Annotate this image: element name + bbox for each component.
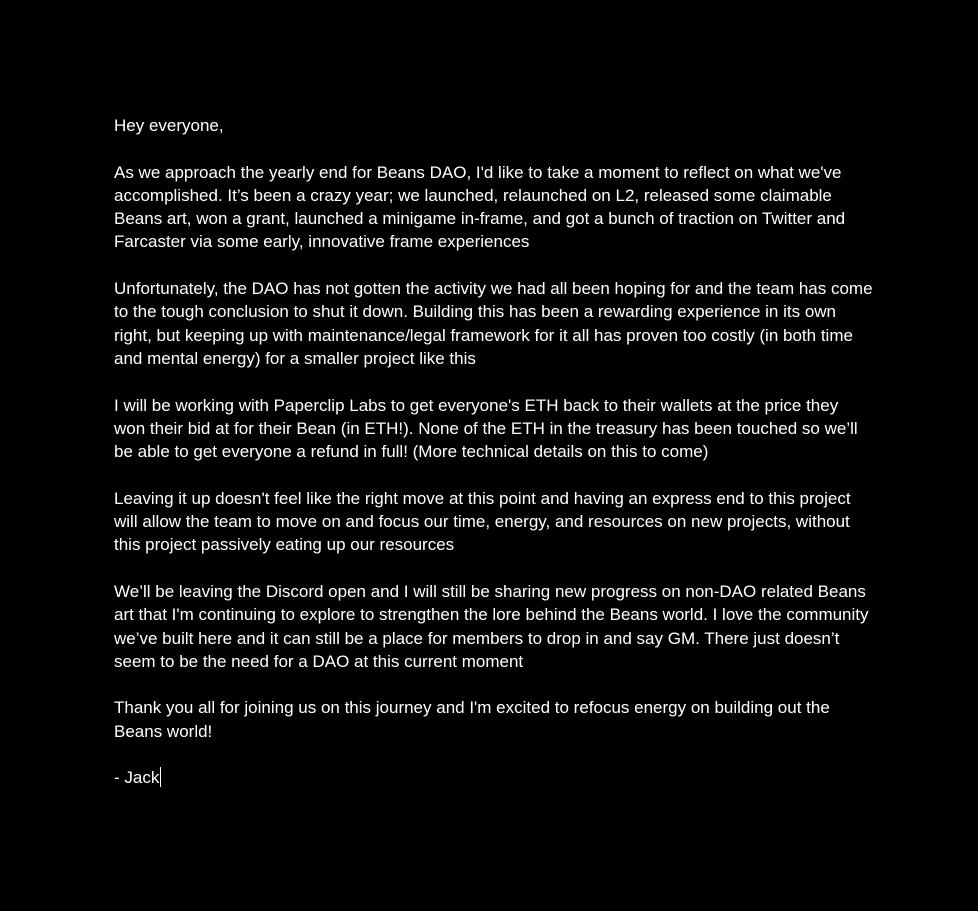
signature-line bbox=[114, 766, 874, 789]
letter-text-area[interactable] bbox=[114, 114, 874, 813]
paragraph-reasoning: Leaving it up doesn't feel like the right move at this point and having an express end to this project will allow the team to move on and focus our time, energy, and resources on new projects, without this project passively eating up our resources bbox=[114, 488, 851, 555]
greeting: Hey everyone, bbox=[114, 116, 224, 135]
paragraph-refund: I will be working with Paperclip Labs to get everyone's ETH back to their wallets at the price they won their bid at for their Bean (in ETH!). None of the ETH in the treasury has been touched so we’ll be able to get everyone a refund in full! (More technical details on this to come) bbox=[114, 395, 858, 462]
paragraph-shutdown: Unfortunately, the DAO has not gotten the activity we had all been hoping for and the team has come to the tough conclusion to shut it down. Building this has been a rewarding experience in its own right, but keeping up with maintenance/legal framework for it all has proven too costly (in both time and mental energy) for a smaller project like this bbox=[114, 279, 873, 368]
signature: - Jack bbox=[114, 768, 160, 788]
paragraph-discord: We’ll be leaving the Discord open and I will still be sharing new progress on non-DAO related Beans art that I'm continuing to explore to strengthen the lore behind the Beans world. I love the community we’ve built here and it can still be a place for members to drop in and say GM. There just doesn’t seem to be the need for a DAO at this current moment bbox=[114, 581, 869, 671]
text-cursor bbox=[160, 767, 161, 787]
paragraph-thanks: Thank you all for joining us on this journey and I'm excited to refocus energy on building out the Beans world! bbox=[114, 698, 830, 741]
paragraph-recap: As we approach the yearly end for Beans DAO, I'd like to take a moment to reflect on what we've accomplished. It’s been a crazy year; we launched, relaunched on L2, released some claimable Beans art, won a grant, launched a minigame in-frame, and got a bunch of traction on Twitter and Farcaster via some early, innovative frame experiences bbox=[114, 162, 846, 252]
